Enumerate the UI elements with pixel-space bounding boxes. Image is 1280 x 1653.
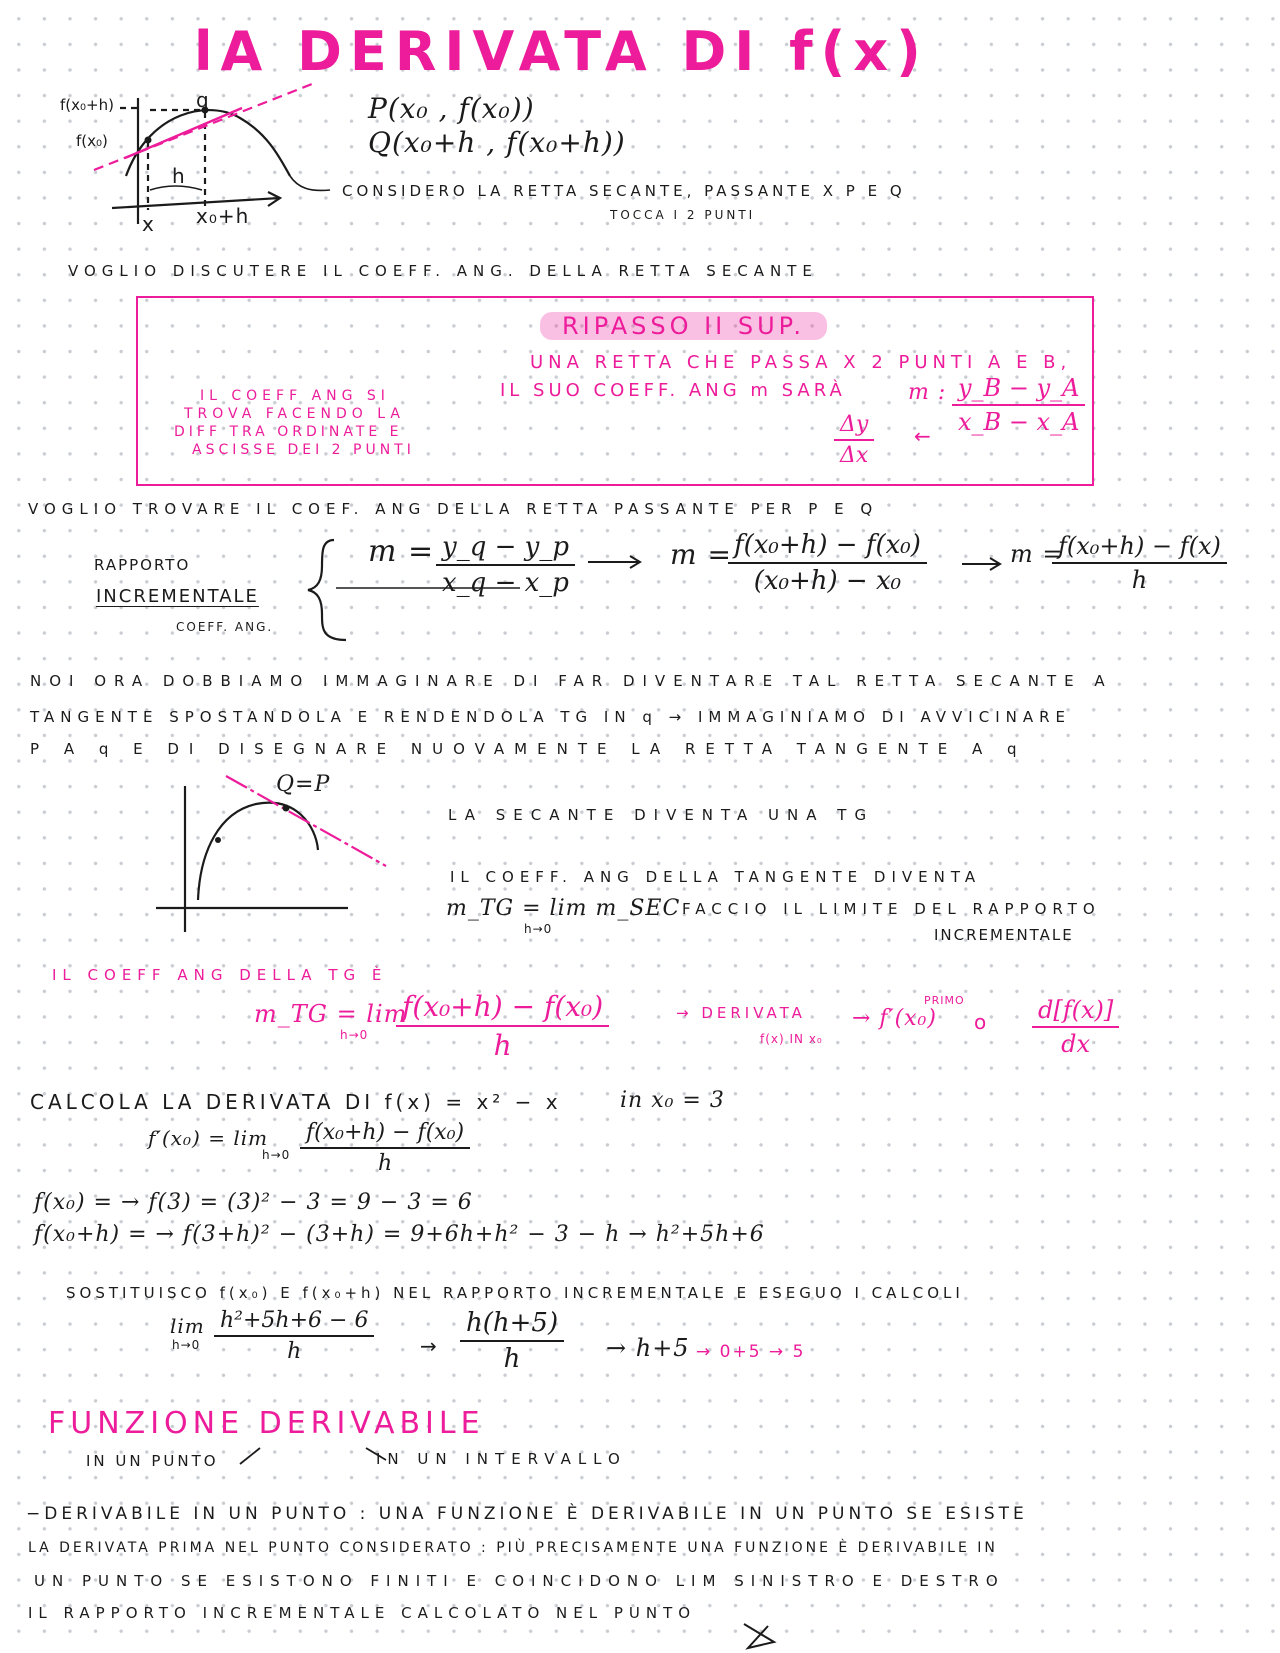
- example-fprime-frac: [300, 1120, 470, 1176]
- differentiable-branch-2: IN UN INTERVALLO: [376, 1450, 627, 1468]
- def-leibniz: [1032, 996, 1119, 1058]
- review-title-text: RIPASSO II SUP.: [540, 312, 827, 340]
- tangent-note-4: INCREMENTALE: [934, 926, 1074, 944]
- secant-note-text: CONSIDERO LA RETTA SECANTE, PASSANTE X P E Q: [342, 182, 906, 200]
- example-arrow: →: [420, 1334, 440, 1358]
- review-formula-lhs: m :: [908, 380, 947, 405]
- def-sub-text: f(x) IN x₀: [760, 1032, 823, 1046]
- tangent-note-3: FACCIO IL LIMITE DEL RAPPORTO: [682, 900, 1101, 918]
- def-arrow-text: → DERIVATA: [676, 1004, 806, 1022]
- definition-line-3: UN PUNTO SE ESISTONO FINITI E COINCIDONO LIM SINISTRO E DESTRO: [34, 1572, 1005, 1590]
- graph1-label-x: x: [142, 212, 157, 236]
- def-leibniz-den: dx: [1061, 1030, 1091, 1058]
- review-line1: UNA RETTA CHE PASSA X 2 PUNTI A E B,: [530, 352, 1072, 373]
- example-lim-sub: h→0: [172, 1338, 201, 1352]
- definition-line-2: LA DERIVATA PRIMA NEL PUNTO CONSIDERATO : PIÙ PRECISAMENTE UNA FUNZIONE È DERIVABILE IN: [28, 1540, 998, 1556]
- m-frac-1: [436, 532, 575, 598]
- tangent-graph: [156, 786, 348, 932]
- review-note-2: TROVA FACENDO LA: [184, 406, 405, 422]
- example-step-1: f(x₀) = → f(3) = (3)² − 3 = 9 − 3 = 6: [34, 1190, 473, 1215]
- example-result: → h+5: [606, 1334, 690, 1362]
- example-lim-num: h²+5h+6 − 6: [214, 1308, 374, 1337]
- review-title: [540, 312, 827, 340]
- point-q: Q(x₀+h , f(x₀+h)): [368, 126, 626, 159]
- definition-line-1: −DERIVABILE IN UN PUNTO : UNA FUNZIONE È DERIVABILE IN UN PUNTO SE ESISTE: [26, 1504, 1028, 1524]
- review-line2: IL SUO COEFF. ANG m SARÀ: [500, 380, 846, 401]
- secant-note: [342, 182, 906, 200]
- review-formula: [952, 374, 1085, 436]
- example-lim-den: h: [287, 1339, 302, 1364]
- m-frac-2-num: f(x₀+h) − f(x₀): [728, 530, 927, 564]
- m-frac-3-num: f(x₀+h) − f(x): [1052, 532, 1227, 564]
- example-point: in x₀ = 3: [620, 1088, 725, 1113]
- def-line-1: IL COEFF ANG DELLA TG È: [52, 966, 388, 984]
- review-formula-num: y_B − y_A: [952, 374, 1085, 406]
- differentiable-branch-1: IN UN PUNTO: [86, 1452, 219, 1470]
- incremental-label-2: INCREMENTALE: [96, 586, 259, 607]
- example-factored: [460, 1308, 564, 1374]
- graph2-label: Q=P: [276, 772, 331, 797]
- example-factored-num: h(h+5): [460, 1308, 564, 1342]
- goal-line: VOGLIO DISCUTERE IL COEFF. ANG. DELLA RETTA SECANTE: [68, 262, 818, 280]
- example-fprime-num: f(x₀+h) − f(x₀): [300, 1120, 470, 1149]
- tangent-para-3: P A q E DI DISEGNARE NUOVAMENTE LA RETTA TANGENTE A q: [30, 740, 1027, 758]
- def-prime-note: PRIMO: [924, 994, 965, 1007]
- example-lim-frac: [214, 1308, 374, 1364]
- brace: [308, 540, 346, 640]
- graph1-label-h: h: [172, 164, 188, 188]
- tangent-para-2: TANGENTE SPOSTANDOLA E RENDENDOLA TG IN q → IMMAGINIAMO DI AVVICINARE: [30, 708, 1072, 726]
- review-delta: [834, 412, 874, 468]
- incremental-label-1: RAPPORTO: [94, 556, 191, 574]
- graph1-label-fxh: f(x₀+h): [60, 96, 114, 114]
- tangent-note-mtg: m_TG = lim m_SEC: [446, 896, 681, 921]
- def-prime: → f′(x₀): [852, 1006, 937, 1031]
- secant-note-sub: TOCCA I 2 PUNTI: [610, 208, 756, 222]
- def-or: o: [974, 1010, 990, 1034]
- def-frac-den: h: [493, 1029, 512, 1062]
- m-frac-2: [728, 530, 927, 596]
- m-lhs-1: m =: [368, 534, 435, 569]
- def-frac-num: f(x₀+h) − f(x₀): [396, 990, 609, 1027]
- point-p: P(x₀ , f(x₀)): [368, 92, 535, 125]
- example-line-1: CALCOLA LA DERIVATA DI f(x) = x² − x: [30, 1090, 562, 1114]
- review-note-4: ASCISSE DEI 2 PUNTI: [192, 442, 415, 458]
- review-note-1: IL COEFF ANG SI: [200, 388, 390, 404]
- review-delta-num: Δy: [834, 412, 874, 441]
- example-step-2: f(x₀+h) = → f(3+h)² − (3+h) = 9+6h+h² − 3 − h → h²+5h+6: [34, 1222, 765, 1247]
- def-lhs: m_TG = lim: [254, 1000, 408, 1028]
- m-lhs-3: m =: [1010, 540, 1064, 568]
- graph1-label-fx: f(x₀): [76, 132, 108, 150]
- example-lim: lim: [170, 1314, 205, 1338]
- example-fprime-lhs: f′(x₀) = lim: [148, 1126, 269, 1150]
- graph1-label-xh: x₀+h: [196, 204, 250, 228]
- example-step-3: SOSTITUISCO f(x₀) E f(x₀+h) NEL RAPPORTO INCREMENTALE E ESEGUO I CALCOLI: [66, 1284, 964, 1302]
- differentiable-title: FUNZIONE DERIVABILE: [48, 1406, 485, 1441]
- definition-line-4: IL RAPPORTO INCREMENTALE CALCOLATO NEL PUNTO: [28, 1604, 697, 1622]
- def-leibniz-num: d[f(x)]: [1032, 996, 1119, 1028]
- graph1-label-q: q: [196, 88, 212, 112]
- m-frac-2-den: (x₀+h) − x₀: [753, 566, 902, 596]
- def-frac: [396, 990, 609, 1062]
- tangent-note-2: IL COEFF. ANG DELLA TANGENTE DIVENTA: [450, 868, 982, 886]
- example-fprime-sub: h→0: [262, 1148, 291, 1162]
- example-fprime-den: h: [377, 1151, 393, 1176]
- example-result-pink: → 0+5 → 5: [696, 1342, 806, 1362]
- incremental-label-3: COEFF. ANG.: [176, 620, 274, 634]
- tangent-note-1: LA SECANTE DIVENTA UNA TG: [448, 806, 875, 824]
- m-frac-3: [1052, 532, 1227, 594]
- tangent-para-1: NOI ORA DOBBIAMO IMMAGINARE DI FAR DIVENTARE TAL RETTA SECANTE A: [30, 672, 1113, 690]
- example-factored-den: h: [503, 1344, 521, 1374]
- m-lhs-2: m =: [670, 538, 732, 571]
- find-line: VOGLIO TROVARE IL COEF. ANG DELLA RETTA PASSANTE PER P E Q: [28, 500, 879, 518]
- m-frac-1-num: y_q − y_p: [436, 532, 575, 566]
- tangent-note-sub: h→0: [524, 922, 553, 936]
- review-arrow: ←: [914, 424, 934, 448]
- m-frac-1-den: x_q − x_p: [442, 568, 569, 598]
- def-lim-sub: h→0: [340, 1028, 369, 1042]
- page-title: lA DERIVATA DI f(x): [194, 20, 929, 83]
- review-note-3: DIFF TRA ORDINATE E: [174, 424, 403, 440]
- graph1-curve: [126, 110, 290, 176]
- m-frac-3-den: h: [1131, 566, 1148, 594]
- review-formula-den: x_B − x_A: [958, 408, 1080, 436]
- review-delta-den: Δx: [840, 443, 869, 468]
